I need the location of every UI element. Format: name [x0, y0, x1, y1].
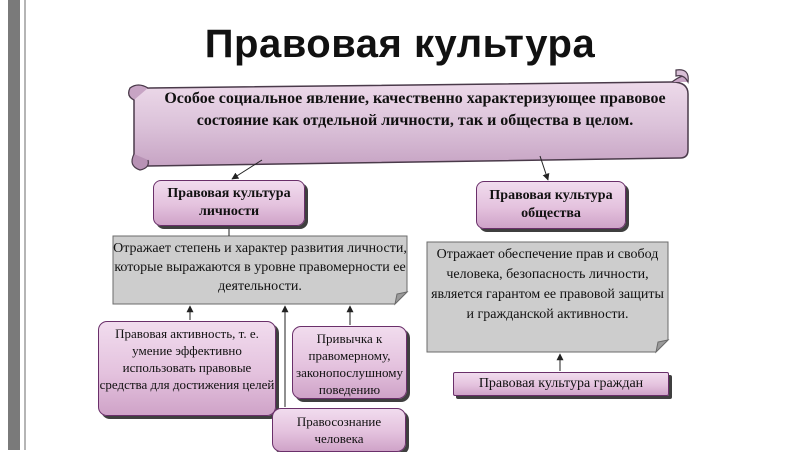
definition-text: Особое социальное явление, качественно характеризующее правовое состояние как отдельной личности, так и общества в целом.: [164, 90, 666, 129]
legal-activity-box: Правовая активность, т. е. умение эффективно использовать правовые средства для достижения целей: [98, 321, 276, 416]
lawful-habit-box: Привычка к правомерному, законопослушному поведению: [292, 326, 407, 399]
personal-legal-culture-box: Правовая культура личности: [153, 180, 305, 226]
society-description: Отражает обеспечение прав и свобод человека, безопасность личности, является гарантом ее правовой защиты и гражданской активности.: [431, 247, 664, 322]
society-legal-culture-box: Правовая культура общества: [476, 181, 626, 229]
citizens-legal-culture-box: Правовая культура граждан: [453, 372, 669, 396]
legal-consciousness-box: Правосознание человека: [272, 408, 406, 452]
personal-description: Отражает степень и характер развития личности, которые выражаются в уровне правомерности ее деятельности.: [113, 241, 407, 294]
page-title: Правовая культура: [204, 22, 596, 66]
